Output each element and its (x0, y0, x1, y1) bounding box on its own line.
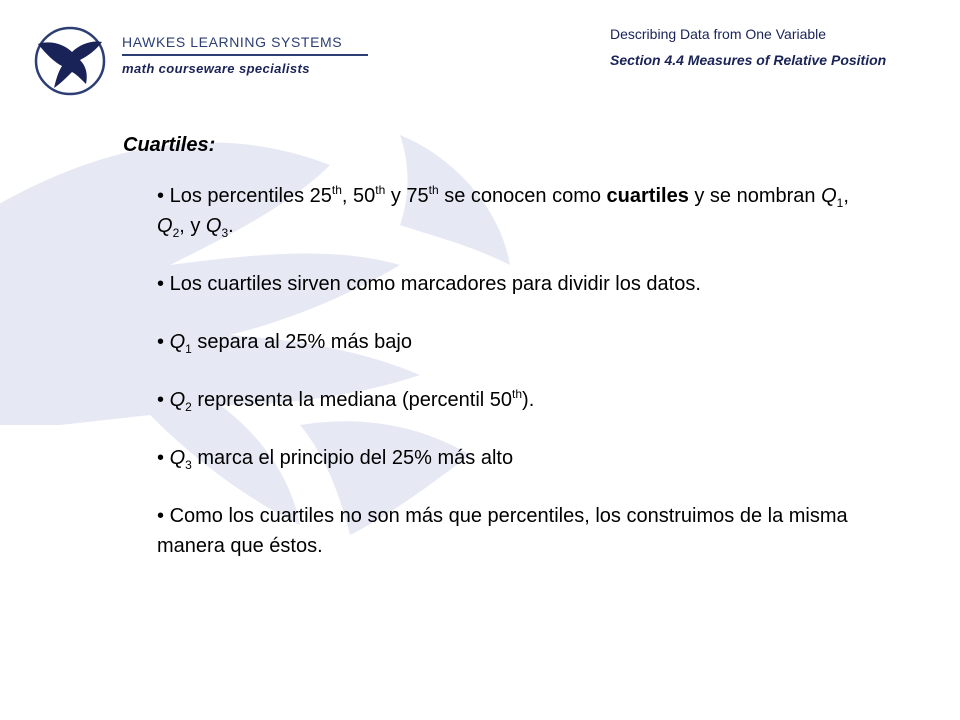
bold-term: cuartiles (606, 185, 689, 207)
bullet-item (157, 385, 857, 415)
bullet-text: ). (522, 389, 535, 411)
bullet-text: representa la mediana (percentil 50 (191, 389, 513, 411)
separator-text: , y (179, 215, 206, 237)
bullet-marker: • (157, 389, 165, 411)
subscript: 1 (185, 342, 192, 356)
superscript: th (375, 183, 386, 197)
bullet-marker: • (157, 185, 165, 207)
bullet-marker: • (157, 505, 165, 527)
quartile-symbol: Q (157, 215, 173, 237)
quartile-symbol: Q (205, 215, 222, 237)
bullet-text: , 50 (341, 185, 376, 207)
bullet-text: separa al 25% más bajo (191, 331, 412, 353)
quartile-symbol: Q (821, 185, 837, 207)
quartile-symbol: Q (169, 389, 186, 411)
chapter-topic: Describing Data from One Variable (610, 26, 827, 42)
bullet-list (157, 181, 857, 561)
bullet-text: Como los cuartiles no son más que percentiles, los construimos de la misma manera que éstos. (157, 505, 848, 557)
company-tagline: math courseware specialists (122, 61, 310, 76)
subscript: 2 (185, 400, 192, 414)
bullet-item (157, 181, 857, 241)
bullet-text: se conocen como (438, 185, 607, 207)
bullet-text: y 75 (385, 185, 429, 207)
subscript: 3 (185, 458, 192, 472)
superscript: th (428, 183, 439, 197)
bullet-text: marca el principio del 25% más alto (191, 447, 514, 469)
bullet-item (157, 501, 857, 561)
bullet-marker: • (157, 447, 165, 469)
subscript: 3 (221, 226, 229, 240)
bullet-text: y se nombran (688, 185, 822, 207)
bullet-marker: • (157, 273, 165, 295)
bullet-item (157, 443, 857, 473)
bullet-item (157, 269, 857, 299)
company-name: HAWKES LEARNING SYSTEMS (122, 34, 368, 56)
section-title: Section 4.4 Measures of Relative Position (610, 52, 887, 68)
subscript: 1 (836, 196, 844, 210)
bullet-item (157, 327, 857, 357)
bullet-marker: • (157, 331, 165, 353)
bullet-text: Los percentiles 25 (169, 185, 332, 207)
superscript: th (331, 183, 342, 197)
superscript: th (512, 387, 523, 401)
bullet-text: Los cuartiles sirven como marcadores para dividir los datos. (169, 273, 701, 295)
quartile-symbol: Q (169, 447, 186, 469)
hawk-logo-icon (34, 26, 106, 96)
separator-text: . (228, 215, 234, 237)
quartile-symbol: Q (169, 331, 186, 353)
subscript: 2 (172, 226, 180, 240)
separator-text: , (843, 185, 849, 207)
slide-heading: Cuartiles: (123, 134, 216, 156)
